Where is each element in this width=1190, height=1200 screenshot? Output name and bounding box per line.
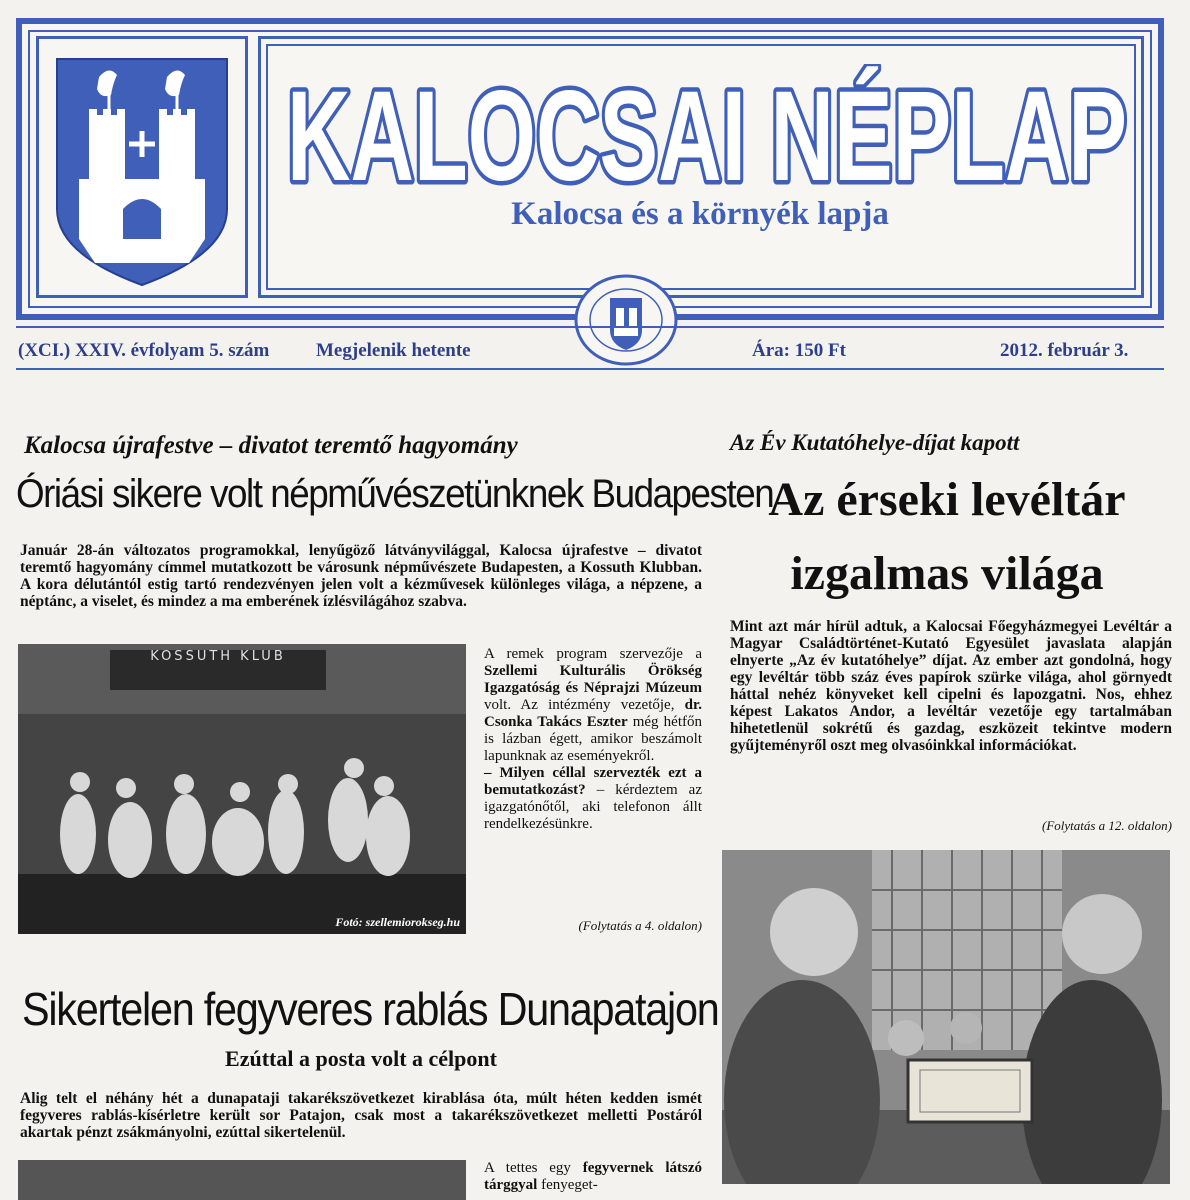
photo-credit: Fotó: szellemiorokseg.hu <box>335 915 460 929</box>
article1-organisation: Szellemi Kulturális Örökség Igazgatóság és Néprajzi Múzeum <box>484 663 702 696</box>
photo-sign-text: KOSSUTH KLUB <box>150 649 286 664</box>
coat-of-arms-box <box>36 36 248 298</box>
info-bar-top-rule <box>16 326 1164 328</box>
article3-headline-line1: Az érseki levéltár <box>768 473 1126 526</box>
article1-continued: (Folytatás a 4. oldalon) <box>578 918 702 933</box>
publication-frequency: Megjelenik hetente <box>316 340 471 361</box>
info-bar-bottom-rule <box>16 368 1164 370</box>
article2-body-bold: fegyvernek látszó tárggyal <box>484 1160 703 1193</box>
coat-of-arms-icon <box>39 39 245 295</box>
article1-headline: Óriási sikere volt népművészetünknek Budapesten <box>16 472 774 516</box>
article1-answer: – kérdeztem az igazgatónőtől, aki telefonon állt rendelkezésünkre. <box>484 782 702 832</box>
article1-kicker: Kalocsa újrafestve – divatot teremtő hagyomány <box>24 432 518 459</box>
article3-headline-line2: izgalmas világa <box>790 547 1104 600</box>
article3-headline <box>722 470 1172 604</box>
newspaper-logo <box>282 64 1132 194</box>
article1-person: dr. Csonka Takács Eszter <box>484 697 702 730</box>
article2-headline: Sikertelen fegyveres rablás Dunapatajon <box>22 983 719 1035</box>
award-seal-icon <box>574 274 678 366</box>
article1-body-part3: még hétfőn is lázban égett, amikor beszámolt lapunknak az eseményekről. <box>484 714 702 764</box>
issue-price: Ára: 150 Ft <box>752 340 846 361</box>
issue-volume: (XCI.) XXIV. évfolyam 5. szám <box>18 340 270 361</box>
article1-question: – Milyen céllal szervezték ezt a bemutatkozást? <box>484 765 702 798</box>
issue-date: 2012. február 3. <box>1000 340 1129 361</box>
article2-photo <box>18 1160 466 1200</box>
article1-photo <box>18 644 466 934</box>
article1-body-part2: volt. Az intézmény vezetője, <box>484 697 685 713</box>
masthead-subtitle: Kalocsa és a környék lapja <box>511 196 889 232</box>
article2-body-part1: A tettes egy <box>484 1160 583 1176</box>
article1-body <box>484 646 702 833</box>
article1-body-part1: A remek program szervezője a <box>484 646 702 662</box>
article3-photo <box>722 850 1170 1184</box>
newspaper-logo-text: KALOCSAI NÉPLAP <box>287 65 1127 194</box>
article2-body <box>484 1160 702 1194</box>
article3-lead: Mint azt már hírül adtuk, a Kalocsai Főegyházmegyei Levéltár a Magyar Családtörténet-Kutató Egyesület javaslata alapján elnyerte „Az év kutatóhelye” díjat. Az ember azt gondolná, hogy egy levéltár több száz éves papírok szürke világa, ahol görnyedt háttal nehéz könyveket kell cipelni és lapozgatni. Nos, ehhez képest Lakatos Andor, a levéltár vezetője egy tartalmában hihetetlenül sokrétű és gazdag, eszközeit tekintve modern gyűjteményről oszt meg olvasóinkkal információkat. <box>730 618 1172 754</box>
article2-subhead: Ezúttal a posta volt a célpont <box>225 1046 497 1071</box>
article3-kicker: Az Év Kutatóhelye-díjat kapott <box>730 430 1020 455</box>
article3-continued: (Folytatás a 12. oldalon) <box>1042 818 1172 833</box>
article1-lead: Január 28-án változatos programokkal, lenyűgöző látványvilággal, Kalocsa újrafestve – divatot teremtő hagyomány címmel mutatkozott be városunk népművészete Budapesten, a Kossuth Klubban. A kora délutántól estig tartó rendezvényen jelen volt a kézművesek különleges világa, a népzene, a néptánc, a viselet, és mindez a ma emberének ízlésvilágához szabva. <box>20 542 702 610</box>
article2-lead: Alig telt el néhány hét a dunapataji takarékszövetkezet kirablása óta, múlt héten kedden ismét fegyveres rablás-kísérletre került sor Patajon, csak most a takarékszövetkezet melletti Postáról akartak pénzt zsákmányolni, ezúttal sikertelenül. <box>20 1090 702 1141</box>
article2-body-part2: fenyeget- <box>537 1177 598 1193</box>
